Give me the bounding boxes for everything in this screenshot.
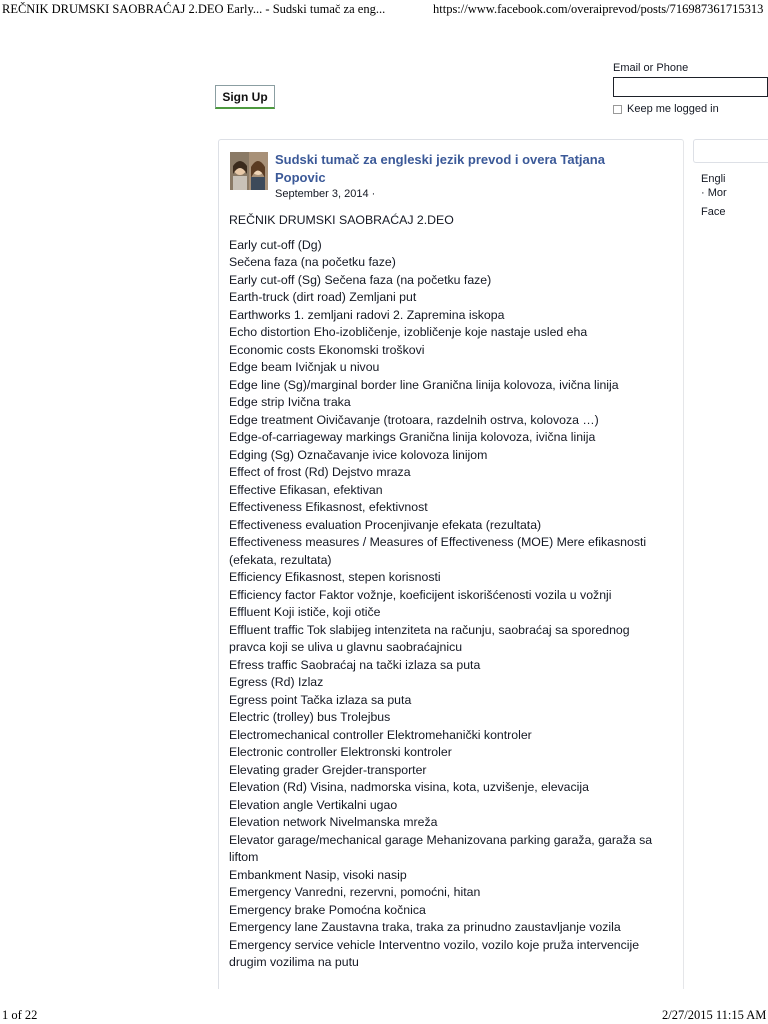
sign-up-button[interactable]: Sign Up bbox=[215, 85, 275, 109]
post-line: Effective Efikasan, efektivan bbox=[229, 482, 383, 497]
keep-logged-in-label: Keep me logged in bbox=[627, 103, 719, 115]
email-input[interactable] bbox=[613, 77, 768, 97]
post-line: Effluent Koji ističe, koji otiče bbox=[229, 605, 381, 619]
sidebar-text-1[interactable]: Engli bbox=[701, 173, 726, 185]
post-line: Echo distortion Eho-izobličenje, izobličenje koje nastaje usled eha bbox=[229, 325, 588, 339]
keep-logged-in-checkbox[interactable] bbox=[613, 105, 622, 114]
post-lines bbox=[229, 237, 679, 972]
post-author-link[interactable]: Sudski tumač za engleski jezik prevod i overa Tatjana Popovic bbox=[275, 152, 605, 185]
post-line: Elevator garage/mechanical garage Mehanizovana parking garaža, garaža sa bbox=[229, 832, 653, 847]
post-line: Efficiency factor Faktor vožnje, koeficijent iskorišćenosti vozila u vožnji bbox=[229, 587, 612, 602]
post-line: Emergency Vanredni, rezervni, pomoćni, hitan bbox=[229, 885, 481, 899]
post-line: Emergency lane Zaustavna traka, traka za prinudno zaustavljanje vozila bbox=[229, 920, 621, 934]
post-line: Edge treatment Oivičavanje (trotoara, razdelnih ostrva, kolovoza …) bbox=[229, 412, 599, 427]
post-line: Elevating grader Grejder-transporter bbox=[229, 762, 427, 777]
print-footer bbox=[0, 1008, 768, 1024]
post-line: Edge line (Sg)/marginal border line Granična linija kolovoza, ivična linija bbox=[229, 377, 619, 392]
post-line: Edging (Sg) Označavanje ivice kolovoza linijom bbox=[229, 447, 488, 462]
print-page-title: REČNIK DRUMSKI SAOBRAĆAJ 2.DEO Early... - Sudski tumač za eng... bbox=[2, 2, 386, 16]
post-line: Efress traffic Saobraćaj na tački izlaza sa puta bbox=[229, 657, 481, 672]
post-line: Effectiveness evaluation Procenjivanje efekata (rezultata) bbox=[229, 517, 542, 532]
page-avatar[interactable] bbox=[230, 152, 268, 190]
post-line: Electromechanical controller Elektromehanički kontroler bbox=[229, 727, 532, 742]
post-line: Electronic controller Elektronski kontroler bbox=[229, 745, 452, 759]
print-header bbox=[0, 0, 768, 20]
post-line: Early cut-off (Dg) bbox=[229, 237, 322, 252]
keep-logged-in[interactable] bbox=[613, 103, 719, 115]
post-line: (efekata, rezultata) bbox=[229, 552, 332, 567]
post-line: Effluent traffic Tok slabijeg intenziteta na računju, saobraćaj sa sporednog bbox=[229, 622, 630, 637]
post-line: Edge-of-carriageway markings Granična linija kolovoza, ivična linija bbox=[229, 430, 596, 444]
post-line: liftom bbox=[229, 850, 259, 864]
post-line: Earthworks 1. zemljani radovi 2. Zapremina iskopa bbox=[229, 307, 505, 322]
post-timestamp[interactable]: September 3, 2014 · bbox=[275, 188, 376, 200]
post-line: Electric (trolley) bus Trolejbus bbox=[229, 710, 391, 724]
post-line: Earth-truck (dirt road) Zemljani put bbox=[229, 290, 417, 304]
print-page-number: 1 of 22 bbox=[2, 1008, 38, 1022]
print-page-url: https://www.facebook.com/overaiprevod/posts/716987361715313 bbox=[433, 2, 764, 16]
sidebar-box bbox=[693, 139, 768, 163]
post-line: Economic costs Ekonomski troškovi bbox=[229, 342, 425, 357]
sidebar-text-2[interactable]: · Mor bbox=[701, 187, 727, 199]
post-line: Edge strip Ivična traka bbox=[229, 395, 351, 409]
post-line: Elevation (Rd) Visina, nadmorska visina, kota, uzvišenje, elevacija bbox=[229, 780, 589, 794]
post-line: Effectiveness measures / Measures of Effectiveness (MOE) Mere efikasnosti bbox=[229, 535, 647, 549]
avatar-image-icon bbox=[230, 152, 268, 190]
post-line: Egress point Tačka izlaza sa puta bbox=[229, 692, 412, 707]
post-line: Embankment Nasip, visoki nasip bbox=[229, 867, 407, 882]
post-line: Elevation network Nivelmanska mreža bbox=[229, 815, 438, 829]
post-line: Emergency service vehicle Interventno vozilo, vozilo koje pruža intervencije bbox=[229, 937, 640, 952]
post-line: Efficiency Efikasnost, stepen korisnosti bbox=[229, 570, 441, 584]
post-body bbox=[229, 212, 679, 972]
post-line: Elevation angle Vertikalni ugao bbox=[229, 797, 398, 812]
post-line: Early cut-off (Sg) Sečena faza (na početku faze) bbox=[229, 272, 492, 287]
post-line: drugim vozilima na putu bbox=[229, 955, 359, 969]
post-line: Effect of frost (Rd) Dejstvo mraza bbox=[229, 465, 411, 479]
post-line: Egress (Rd) Izlaz bbox=[229, 675, 324, 689]
post-line: Edge beam Ivičnjak u nivou bbox=[229, 360, 380, 374]
post-line: Emergency brake Pomoćna kočnica bbox=[229, 902, 426, 917]
print-date: 2/27/2015 11:15 AM bbox=[662, 1008, 767, 1022]
sidebar-text-3[interactable]: Face bbox=[701, 206, 726, 218]
post-title: REČNIK DRUMSKI SAOBRAĆAJ 2.DEO bbox=[229, 213, 454, 227]
post-line: pravca koji se uliva u glavnu saobraćajnicu bbox=[229, 640, 463, 654]
post-line: Effectiveness Efikasnost, efektivnost bbox=[229, 500, 428, 514]
post-line: Sečena faza (na početku faze) bbox=[229, 255, 396, 269]
email-label: Email or Phone bbox=[613, 62, 689, 74]
